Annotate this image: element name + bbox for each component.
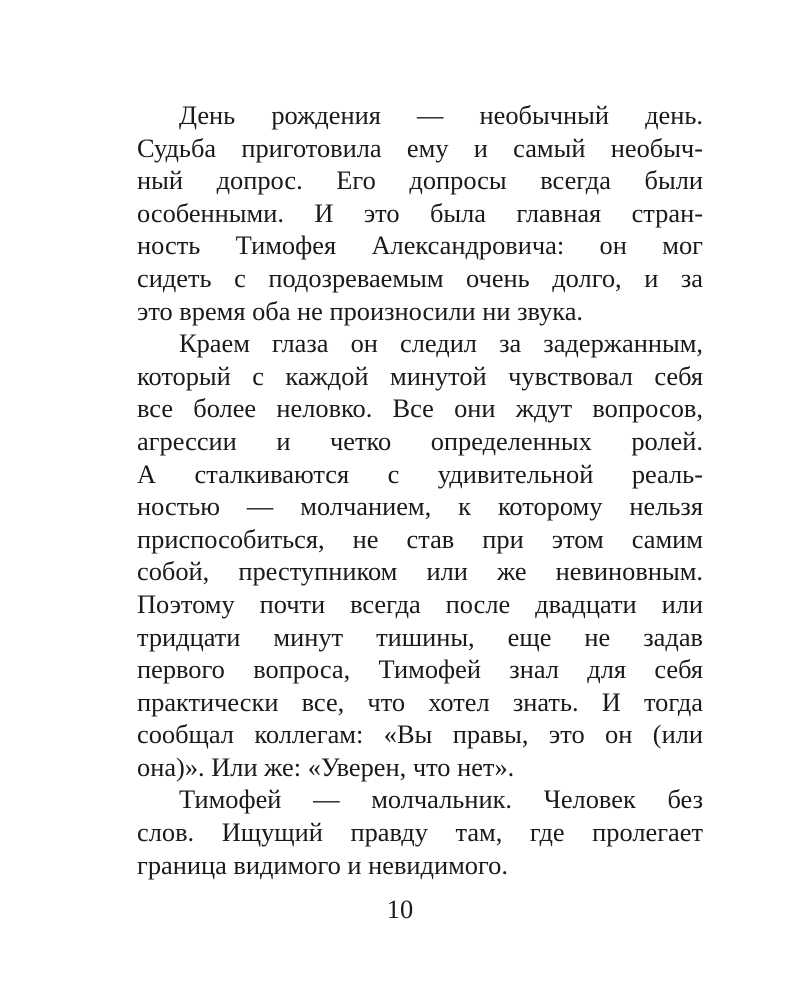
book-page-text [137,99,703,881]
text-line: агрессии и четко определенных ролей. [137,425,703,456]
text-line: ность Тимофея Александровича: он мог [137,230,703,261]
text-line: Краем глаза он следил за задержанным, [179,328,703,359]
text-line: сообщал коллегам: «Вы правы, это он (или [137,719,703,750]
page-number: 10 [386,894,414,924]
text-line: первого вопроса, Тимофей знал для себя [137,654,703,685]
text-line: слов. Ищущий правду там, где пролегает [137,817,703,848]
text-line: сидеть с подозреваемым очень долго, и за [137,262,703,293]
paragraph-3 [137,783,703,881]
text-line: приспособиться, не став при этом самим [137,523,703,554]
paragraph-2 [137,327,703,783]
text-line: А сталкиваются с удивительной реаль- [137,458,703,489]
text-line: День рождения — необычный день. [179,100,703,130]
paragraph-1 [137,99,703,327]
text-line: тридцати минут тишины, еще не задав [137,621,703,652]
text-line: собой, преступником или же невиновным. [137,556,703,587]
text-line: ностью — молчанием, к которому нельзя [137,491,703,522]
text-line: который с каждой минутой чувствовал себя [137,360,703,391]
text-line: Поэтому почти всегда после двадцати или [137,588,703,619]
text-line: она)». Или же: «Уверен, что нет». [137,751,515,782]
text-line: все более неловко. Все они ждут вопросов, [137,393,703,424]
text-line: Судьба приготовила ему и самый необыч- [137,132,703,163]
text-line: ный допрос. Его допросы всегда были [137,165,703,196]
text-line: это время оба не произносили ни звука. [137,295,583,326]
text-line: особенными. И это была главная стран- [137,197,703,228]
text-line: практически все, что хотел знать. И тогда [137,686,703,717]
text-line: Тимофей — молчальник. Человек без [179,784,703,815]
text-line: граница видимого и невидимого. [137,849,508,880]
